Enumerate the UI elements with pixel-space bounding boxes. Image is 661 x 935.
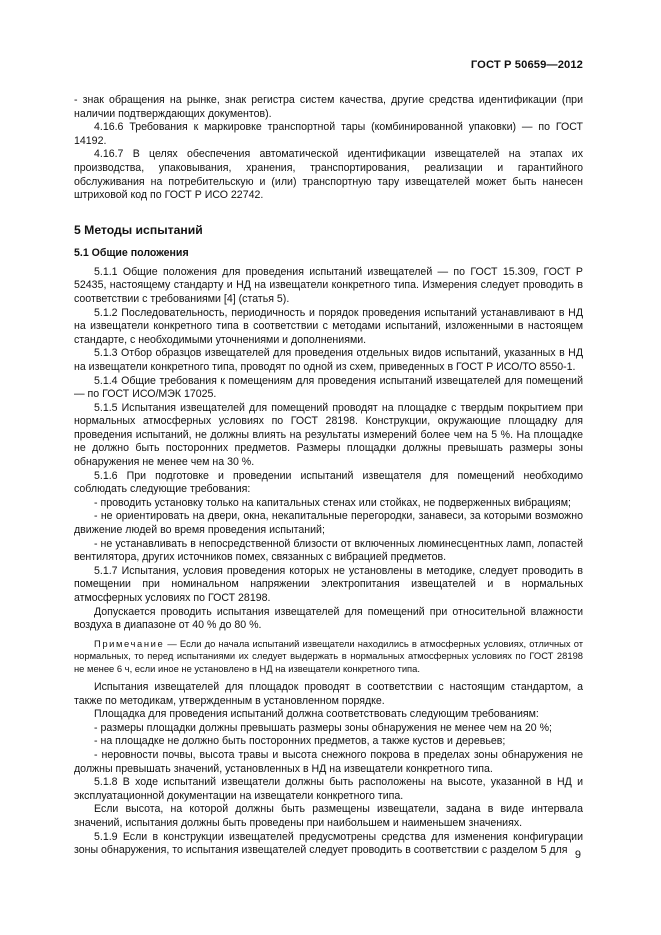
list-item: - неровности почвы, высота травы и высота снежного покрова в пределах зоны обнаружения не должны превышать значений, установленных в НД на извещатели конкретного типа. — [74, 748, 583, 775]
section-title: 5 Методы испытаний — [74, 222, 203, 237]
list-item: - на площадке не должно быть посторонних предметов, а также кустов и деревьев; — [94, 735, 506, 748]
list-item: - не ориентировать на двери, окна, некапитальные перегородки, занавеси, за которыми возможно движение людей во время проведения испытаний; — [74, 510, 583, 537]
paragraph: 5.1.7 Испытания, условия проведения которых не установлены в методике, следует проводить в помещении при номинальном напряжении электропитания извещателей и в нормальных атмосферных условиях по ГОСТ 28198. — [74, 564, 583, 604]
paragraph: Испытания извещателей для площадок проводят в соответствии с настоящим стандартом, а также по методикам, утвержденным в установленном порядке. — [74, 681, 583, 707]
paragraph: Допускается проводить испытания извещателей для помещений при относительной влажности воздуха в диапазоне от 40 % до 80 %. — [74, 605, 583, 632]
top-paragraph: 4.16.7 В целях обеспечения автоматической идентификации извещателей на этапах их производства, упаковывания, хранения, транспортирования, реализации и гарантийного обслуживания на потребительскую и (или) транспортную тару извещателей может быть нанесен штриховой код по ГОСТ Р ИСО 22742. — [74, 148, 583, 202]
subsection-title: 5.1 Общие положения — [74, 246, 189, 259]
note-text: — Если до начала испытаний извещатели находились в атмосферных условиях, отличных от нормальных, то перед испытаниями их следует выдержать в нормальных атмосферных условиях по ГОСТ 28198 не менее 6 ч, если иное не установлено в НД на извещатели конкретного типа. — [74, 637, 583, 674]
document-code-header: ГОСТ Р 50659—2012 — [470, 59, 583, 71]
paragraph: 5.1.1 Общие положения для проведения испытаний извещателей — по ГОСТ 15.309, ГОСТ Р 52435, настоящему стандарту и НД на извещатели конкретного типа. Измерения следует проводить в соответствии с требованиями [4] (статья 5). — [74, 265, 583, 305]
note-label: Примечание — [94, 637, 165, 649]
top-paragraph: - знак обращения на рынке, знак регистра систем качества, другие средства идентификации (при наличии подтверждающих документов). — [74, 94, 583, 120]
list-item: - размеры площадки должны превышать размеры зоны обнаружения не менее чем на 20 %; — [94, 721, 552, 734]
paragraph: 5.1.3 Отбор образцов извещателей для проведения отдельных видов испытаний, указанных в НД на извещатели конкретного типа, проводят по одной из схем, приведенных в ГОСТ Р ИСО/ТО 8550-1. — [74, 347, 583, 373]
paragraph: Площадка для проведения испытаний должна соответствовать следующим требованиям: — [94, 708, 539, 721]
page-number: 9 — [574, 849, 581, 861]
page-body — [74, 94, 583, 858]
paragraph: 5.1.9 Если в конструкции извещателей предусмотрены средства для изменения конфигурации зоны обнаружения, то испытания извещателей следует проводить в соответствии с разделом 5 для — [74, 830, 583, 857]
paragraph: 5.1.4 Общие требования к помещениям для проведения испытаний извещателей для помещений — по ГОСТ ИСО/МЭК 17025. — [74, 374, 583, 401]
list-item: - проводить установку только на капитальных стенах или стойках, не подверженных вибрациям; — [94, 496, 571, 509]
note — [74, 638, 583, 675]
paragraph: 5.1.6 При подготовке и проведении испытаний извещателя для помещений необходимо соблюдать следующие требования: — [74, 469, 583, 496]
list-item: - не устанавливать в непосредственной близости от включенных люминесцентных ламп, лопастей вентилятора, других источников помех, связанных с вибрацией предметов. — [74, 537, 583, 564]
paragraph: 5.1.5 Испытания извещателей для помещений проводят на площадке с твердым покрытием при нормальных атмосферных условиях по ГОСТ 28198. Конструкции, окружающие площадку для проведения испытаний, не должны влиять на результаты измерений более чем на 5 %. На площадке не должно быть посторонних предметов. Размеры площадки должны превышать размеры зоны обнаружения не менее чем на 30 %. — [74, 401, 583, 469]
top-paragraph: 4.16.6 Требования к маркировке транспортной тары (комбинированной упаковки) — по ГОСТ 14192. — [74, 121, 583, 147]
paragraph: 5.1.8 В ходе испытаний извещатели должны быть расположены на высоте, указанной в НД и эксплуатационной документации на извещатели конкретного типа. — [74, 776, 583, 802]
paragraph: Если высота, на которой должны быть размещены извещатели, задана в виде интервала значений, испытания должны быть проведены при наибольшем и наименьшем значениях. — [74, 803, 583, 829]
paragraph: 5.1.2 Последовательность, периодичность и порядок проведения испытаний устанавливают в НД на извещатели конкретного типа в соответствии с методами испытаний, изложенными в настоящем стандарте, с необходимыми уточнениями и дополнениями. — [74, 306, 583, 346]
